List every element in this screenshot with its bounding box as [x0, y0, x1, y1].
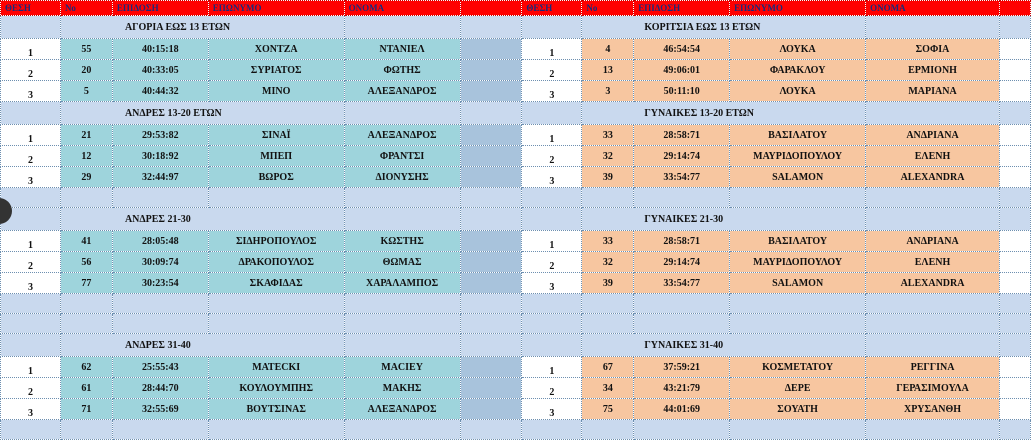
empty-cell[interactable] — [999, 125, 1030, 146]
result-row[interactable] — [1, 125, 1031, 146]
left-no-cell[interactable]: 5 — [60, 81, 112, 102]
header-empty[interactable] — [460, 1, 522, 16]
empty-cell[interactable] — [999, 294, 1030, 314]
empty-cell[interactable] — [522, 334, 582, 357]
left-surname-cell[interactable]: ΜΙΝΟ — [208, 81, 344, 102]
empty-cell[interactable] — [460, 102, 522, 125]
category-title-left[interactable]: ΑΝΔΡΕΣ 31-40 — [60, 334, 344, 357]
empty-cell[interactable] — [522, 314, 582, 334]
header-no[interactable]: Νο — [60, 1, 112, 16]
left-time-cell[interactable]: 40:15:18 — [112, 39, 208, 60]
left-no-cell[interactable]: 62 — [60, 357, 112, 378]
left-pos-cell[interactable]: 1 — [1, 39, 61, 60]
right-no-cell[interactable]: 33 — [582, 125, 634, 146]
category-title-left[interactable]: ΑΝΔΡΕΣ 13-20 ΕΤΩΝ — [60, 102, 344, 125]
right-no-cell[interactable]: 75 — [582, 399, 634, 420]
right-no-cell[interactable]: 4 — [582, 39, 634, 60]
header-name[interactable]: ΟΝΟΜΑ — [344, 1, 460, 16]
left-name-cell[interactable]: ΘΩΜΑΣ — [344, 252, 460, 273]
category-title-right[interactable]: ΚΟΡΙΤΣΙΑ ΕΩΣ 13 ΕΤΩΝ — [582, 16, 866, 39]
empty-cell[interactable] — [460, 231, 522, 252]
right-no-cell[interactable]: 33 — [582, 231, 634, 252]
right-time-cell[interactable]: 29:14:74 — [634, 252, 730, 273]
right-pos-cell[interactable]: 3 — [522, 273, 582, 294]
empty-cell[interactable] — [112, 314, 208, 334]
right-pos-cell[interactable]: 2 — [522, 146, 582, 167]
right-surname-cell[interactable]: ΜΑΥΡΙΔΟΠΟΥΛΟΥ — [730, 252, 866, 273]
empty-cell[interactable] — [999, 188, 1030, 208]
left-surname-cell[interactable]: ΣΚΑΦΙΔΑΣ — [208, 273, 344, 294]
header-surname[interactable]: ΕΠΩΝΥΜΟ — [208, 1, 344, 16]
right-time-cell[interactable]: 29:14:74 — [634, 146, 730, 167]
right-no-cell[interactable]: 39 — [582, 167, 634, 188]
empty-cell[interactable] — [208, 314, 344, 334]
left-name-cell[interactable]: ΑΛΕΞΑΝΔΡΟΣ — [344, 81, 460, 102]
right-name-cell[interactable]: ΑΝΔΡΙΑΝΑ — [866, 125, 1000, 146]
empty-cell[interactable] — [460, 60, 522, 81]
empty-cell[interactable] — [1, 334, 61, 357]
empty-cell[interactable] — [460, 273, 522, 294]
empty-cell[interactable] — [999, 357, 1030, 378]
right-time-cell[interactable]: 50:11:10 — [634, 81, 730, 102]
right-no-cell[interactable]: 39 — [582, 273, 634, 294]
right-pos-cell[interactable]: 2 — [522, 60, 582, 81]
empty-cell[interactable] — [460, 399, 522, 420]
right-time-cell[interactable]: 44:01:69 — [634, 399, 730, 420]
empty-cell[interactable] — [522, 420, 582, 440]
right-surname-cell[interactable]: ΚΟΣΜΕΤΑΤΟΥ — [730, 357, 866, 378]
right-time-cell[interactable]: 43:21:79 — [634, 378, 730, 399]
empty-cell[interactable] — [634, 420, 730, 440]
category-row — [1, 16, 1031, 39]
left-time-cell[interactable]: 25:55:43 — [112, 357, 208, 378]
right-name-cell[interactable]: ΧΡΥΣΑΝΘΗ — [866, 399, 1000, 420]
empty-cell[interactable] — [1, 16, 61, 39]
empty-cell[interactable] — [460, 16, 522, 39]
right-no-cell[interactable]: 3 — [582, 81, 634, 102]
result-row[interactable] — [1, 81, 1031, 102]
right-pos-cell[interactable]: 1 — [522, 231, 582, 252]
right-no-cell[interactable]: 13 — [582, 60, 634, 81]
result-row[interactable] — [1, 357, 1031, 378]
header-surname[interactable]: ΕΠΩΝΥΜΟ — [730, 1, 866, 16]
empty-cell[interactable] — [1, 294, 61, 314]
right-name-cell[interactable]: ALEXANDRA — [866, 273, 1000, 294]
left-no-cell[interactable]: 56 — [60, 252, 112, 273]
right-time-cell[interactable]: 37:59:21 — [634, 357, 730, 378]
category-title-right[interactable]: ΓΥΝΑΙΚΕΣ 31-40 — [582, 334, 866, 357]
empty-cell[interactable] — [999, 273, 1030, 294]
left-name-cell[interactable]: ΜΑΚΗΣ — [344, 378, 460, 399]
left-name-cell[interactable]: ΝΤΑΝΙΕΛ — [344, 39, 460, 60]
right-pos-cell[interactable]: 3 — [522, 167, 582, 188]
category-row — [1, 334, 1031, 357]
right-pos-cell[interactable]: 1 — [522, 125, 582, 146]
empty-cell[interactable] — [1, 314, 61, 334]
right-time-cell[interactable]: 46:54:54 — [634, 39, 730, 60]
right-surname-cell[interactable]: ΛΟΥΚΑ — [730, 39, 866, 60]
empty-cell[interactable] — [999, 167, 1030, 188]
category-title-left[interactable]: ΑΝΔΡΕΣ 21-30 — [60, 208, 344, 231]
left-name-cell[interactable]: ΚΩΣΤΗΣ — [344, 231, 460, 252]
left-time-cell[interactable]: 32:55:69 — [112, 399, 208, 420]
empty-cell[interactable] — [582, 420, 634, 440]
left-name-cell[interactable]: ΑΛΕΞΑΝΔΡΟΣ — [344, 399, 460, 420]
right-pos-cell[interactable]: 3 — [522, 399, 582, 420]
empty-cell[interactable] — [460, 378, 522, 399]
result-row[interactable] — [1, 146, 1031, 167]
empty-cell[interactable] — [999, 231, 1030, 252]
left-name-cell[interactable]: ΧΑΡΑΛΑΜΠΟΣ — [344, 273, 460, 294]
empty-cell[interactable] — [460, 420, 522, 440]
left-surname-cell[interactable]: ΜΑΤΕCKI — [208, 357, 344, 378]
empty-cell[interactable] — [1, 102, 61, 125]
left-name-cell[interactable]: ΦΡΑΝΤΣΙ — [344, 146, 460, 167]
left-time-cell[interactable]: 40:44:32 — [112, 81, 208, 102]
empty-cell[interactable] — [999, 314, 1030, 334]
empty-cell[interactable] — [582, 188, 634, 208]
left-time-cell[interactable]: 30:23:54 — [112, 273, 208, 294]
empty-cell[interactable] — [999, 252, 1030, 273]
left-pos-cell[interactable]: 1 — [1, 231, 61, 252]
empty-cell[interactable] — [460, 146, 522, 167]
left-no-cell[interactable]: 20 — [60, 60, 112, 81]
right-surname-cell[interactable]: ΔΕΡΕ — [730, 378, 866, 399]
empty-cell[interactable] — [866, 294, 1000, 314]
left-no-cell[interactable]: 21 — [60, 125, 112, 146]
left-surname-cell[interactable]: ΔΡΑΚΟΠΟΥΛΟΣ — [208, 252, 344, 273]
empty-cell[interactable] — [60, 314, 112, 334]
right-pos-cell[interactable]: 1 — [522, 39, 582, 60]
empty-cell[interactable] — [112, 294, 208, 314]
empty-cell[interactable] — [344, 188, 460, 208]
left-time-cell[interactable]: 32:44:97 — [112, 167, 208, 188]
left-name-cell[interactable]: ΑΛΕΞΑΝΔΡΟΣ — [344, 125, 460, 146]
left-surname-cell[interactable]: ΧΟΝΤΖΑ — [208, 39, 344, 60]
left-pos-cell[interactable]: 3 — [1, 273, 61, 294]
empty-cell[interactable] — [866, 16, 1000, 39]
empty-cell[interactable] — [582, 314, 634, 334]
right-no-cell[interactable]: 32 — [582, 146, 634, 167]
left-pos-cell[interactable]: 2 — [1, 252, 61, 273]
left-pos-cell[interactable]: 2 — [1, 60, 61, 81]
result-row[interactable] — [1, 167, 1031, 188]
left-time-cell[interactable]: 30:18:92 — [112, 146, 208, 167]
right-name-cell[interactable]: ΕΛΕΝΗ — [866, 146, 1000, 167]
empty-cell[interactable] — [1, 420, 61, 440]
header-name[interactable]: ΟΝΟΜΑ — [866, 1, 1000, 16]
header-empty[interactable] — [999, 1, 1030, 16]
left-name-cell[interactable]: ΦΩΤΗΣ — [344, 60, 460, 81]
empty-cell[interactable] — [522, 188, 582, 208]
empty-cell[interactable] — [730, 294, 866, 314]
right-name-cell[interactable]: ΕΡΜΙΟΝΗ — [866, 60, 1000, 81]
result-row[interactable] — [1, 60, 1031, 81]
empty-cell[interactable] — [866, 334, 1000, 357]
empty-cell[interactable] — [208, 294, 344, 314]
right-name-cell[interactable]: ΑΝΔΡΙΑΝΑ — [866, 231, 1000, 252]
empty-cell[interactable] — [999, 81, 1030, 102]
empty-cell[interactable] — [730, 420, 866, 440]
right-pos-cell[interactable]: 2 — [522, 252, 582, 273]
empty-cell[interactable] — [866, 188, 1000, 208]
header-row — [1, 1, 1031, 16]
empty-cell[interactable] — [460, 188, 522, 208]
empty-cell[interactable] — [522, 294, 582, 314]
category-title-right[interactable]: ΓΥΝΑΙΚΕΣ 13-20 ΕΤΩΝ — [582, 102, 866, 125]
right-surname-cell[interactable]: ΒΑΣΙΛΑΤΟΥ — [730, 231, 866, 252]
right-name-cell[interactable]: ΜΑΡΙΑΝΑ — [866, 81, 1000, 102]
result-row[interactable] — [1, 273, 1031, 294]
right-time-cell[interactable]: 33:54:77 — [634, 167, 730, 188]
right-pos-cell[interactable]: 2 — [522, 378, 582, 399]
left-no-cell[interactable]: 55 — [60, 39, 112, 60]
right-time-cell[interactable]: 49:06:01 — [634, 60, 730, 81]
empty-cell[interactable] — [208, 420, 344, 440]
left-time-cell[interactable]: 30:09:74 — [112, 252, 208, 273]
empty-cell[interactable] — [460, 252, 522, 273]
right-time-cell[interactable]: 28:58:71 — [634, 231, 730, 252]
right-surname-cell[interactable]: ΣΟΥΑΤΗ — [730, 399, 866, 420]
empty-cell[interactable] — [112, 188, 208, 208]
right-surname-cell[interactable]: ΦΑΡΑΚΛΟΥ — [730, 60, 866, 81]
empty-cell[interactable] — [344, 334, 460, 357]
left-surname-cell[interactable]: ΜΠΕΠ — [208, 146, 344, 167]
right-surname-cell[interactable]: ΒΑΣΙΛΑΤΟΥ — [730, 125, 866, 146]
empty-cell[interactable] — [999, 39, 1030, 60]
empty-cell[interactable] — [460, 357, 522, 378]
right-surname-cell[interactable]: SALAMON — [730, 167, 866, 188]
empty-cell[interactable] — [344, 420, 460, 440]
right-surname-cell[interactable]: ΜΑΥΡΙΔΟΠΟΥΛΟΥ — [730, 146, 866, 167]
result-row[interactable] — [1, 252, 1031, 273]
left-time-cell[interactable]: 29:53:82 — [112, 125, 208, 146]
empty-cell[interactable] — [634, 188, 730, 208]
left-pos-cell[interactable]: 3 — [1, 399, 61, 420]
right-time-cell[interactable]: 33:54:77 — [634, 273, 730, 294]
empty-cell[interactable] — [730, 188, 866, 208]
header-time[interactable]: ΕΠΙΔΟΣΗ — [112, 1, 208, 16]
spacer-row — [1, 314, 1031, 334]
empty-cell[interactable] — [866, 314, 1000, 334]
left-time-cell[interactable]: 40:33:05 — [112, 60, 208, 81]
right-time-cell[interactable]: 28:58:71 — [634, 125, 730, 146]
empty-cell[interactable] — [999, 420, 1030, 440]
category-title-right[interactable]: ΓΥΝΑΙΚΕΣ 21-30 — [582, 208, 866, 231]
result-row[interactable] — [1, 231, 1031, 252]
left-surname-cell[interactable]: ΣΙΔΗΡΟΠΟΥΛΟΣ — [208, 231, 344, 252]
left-pos-cell[interactable]: 1 — [1, 357, 61, 378]
empty-cell[interactable] — [866, 208, 1000, 231]
empty-cell[interactable] — [460, 208, 522, 231]
left-surname-cell[interactable]: ΣΥΡΙΑΤΟΣ — [208, 60, 344, 81]
left-no-cell[interactable]: 71 — [60, 399, 112, 420]
right-no-cell[interactable]: 67 — [582, 357, 634, 378]
left-surname-cell[interactable]: ΒΩΡΟΣ — [208, 167, 344, 188]
empty-cell[interactable] — [634, 314, 730, 334]
empty-cell[interactable] — [522, 102, 582, 125]
left-name-cell[interactable]: MACIEY — [344, 357, 460, 378]
right-name-cell[interactable]: ΕΛΕΝΗ — [866, 252, 1000, 273]
right-name-cell[interactable]: ΓΕΡΑΣΙΜΟΥΛΑ — [866, 378, 1000, 399]
spacer-row — [1, 294, 1031, 314]
empty-cell[interactable] — [634, 294, 730, 314]
empty-cell[interactable] — [866, 420, 1000, 440]
empty-cell[interactable] — [344, 102, 460, 125]
category-row — [1, 208, 1031, 231]
empty-cell[interactable] — [460, 39, 522, 60]
left-pos-cell[interactable]: 1 — [1, 125, 61, 146]
empty-cell[interactable] — [999, 208, 1030, 231]
right-no-cell[interactable]: 32 — [582, 252, 634, 273]
right-name-cell[interactable]: ALEXANDRA — [866, 167, 1000, 188]
left-no-cell[interactable]: 41 — [60, 231, 112, 252]
empty-cell[interactable] — [460, 167, 522, 188]
empty-cell[interactable] — [60, 420, 112, 440]
left-no-cell[interactable]: 12 — [60, 146, 112, 167]
category-row — [1, 102, 1031, 125]
empty-cell[interactable] — [999, 16, 1030, 39]
empty-cell[interactable] — [460, 81, 522, 102]
result-row[interactable] — [1, 399, 1031, 420]
left-pos-cell[interactable]: 3 — [1, 81, 61, 102]
left-time-cell[interactable]: 28:44:70 — [112, 378, 208, 399]
header-time[interactable]: ΕΠΙΔΟΣΗ — [634, 1, 730, 16]
empty-cell[interactable] — [460, 294, 522, 314]
right-name-cell[interactable]: ΡΕΓΓΙΝΑ — [866, 357, 1000, 378]
spacer-row — [1, 188, 1031, 208]
empty-cell[interactable] — [460, 125, 522, 146]
result-row[interactable] — [1, 378, 1031, 399]
empty-cell[interactable] — [999, 146, 1030, 167]
empty-cell[interactable] — [730, 314, 866, 334]
empty-cell[interactable] — [344, 208, 460, 231]
empty-cell[interactable] — [344, 314, 460, 334]
right-pos-cell[interactable]: 1 — [522, 357, 582, 378]
result-row[interactable] — [1, 39, 1031, 60]
left-pos-cell[interactable]: 2 — [1, 378, 61, 399]
empty-cell[interactable] — [999, 399, 1030, 420]
empty-cell[interactable] — [866, 102, 1000, 125]
empty-cell[interactable] — [460, 334, 522, 357]
empty-cell[interactable] — [522, 208, 582, 231]
empty-cell[interactable] — [999, 378, 1030, 399]
empty-cell[interactable] — [999, 102, 1030, 125]
empty-cell[interactable] — [344, 294, 460, 314]
left-surname-cell[interactable]: ΒΟΥΤΣΙΝΑΣ — [208, 399, 344, 420]
empty-cell[interactable] — [60, 188, 112, 208]
left-name-cell[interactable]: ΔΙΟΝΥΣΗΣ — [344, 167, 460, 188]
spacer-row — [1, 420, 1031, 440]
empty-cell[interactable] — [582, 294, 634, 314]
left-surname-cell[interactable]: ΚΟΥΛΟΥΜΠΗΣ — [208, 378, 344, 399]
right-name-cell[interactable]: ΣΟΦΙΑ — [866, 39, 1000, 60]
empty-cell[interactable] — [112, 420, 208, 440]
header-pos[interactable]: ΘΕΣΗ — [1, 1, 61, 16]
empty-cell[interactable] — [344, 16, 460, 39]
right-surname-cell[interactable]: ΛΟΥΚΑ — [730, 81, 866, 102]
header-pos[interactable]: ΘΕΣΗ — [522, 1, 582, 16]
right-surname-cell[interactable]: SALAMON — [730, 273, 866, 294]
empty-cell[interactable] — [208, 188, 344, 208]
right-pos-cell[interactable]: 3 — [522, 81, 582, 102]
empty-cell[interactable] — [60, 294, 112, 314]
left-no-cell[interactable]: 29 — [60, 167, 112, 188]
left-pos-cell[interactable]: 2 — [1, 146, 61, 167]
empty-cell[interactable] — [522, 16, 582, 39]
empty-cell[interactable] — [999, 60, 1030, 81]
left-no-cell[interactable]: 77 — [60, 273, 112, 294]
category-title-left[interactable]: ΑΓΟΡΙΑ ΕΩΣ 13 ΕΤΩΝ — [60, 16, 344, 39]
left-pos-cell[interactable]: 3 — [1, 167, 61, 188]
empty-cell[interactable] — [999, 334, 1030, 357]
empty-cell[interactable] — [460, 314, 522, 334]
left-time-cell[interactable]: 28:05:48 — [112, 231, 208, 252]
left-surname-cell[interactable]: ΣΙΝΑΪ — [208, 125, 344, 146]
left-no-cell[interactable]: 61 — [60, 378, 112, 399]
right-no-cell[interactable]: 34 — [582, 378, 634, 399]
header-no[interactable]: Νο — [582, 1, 634, 16]
